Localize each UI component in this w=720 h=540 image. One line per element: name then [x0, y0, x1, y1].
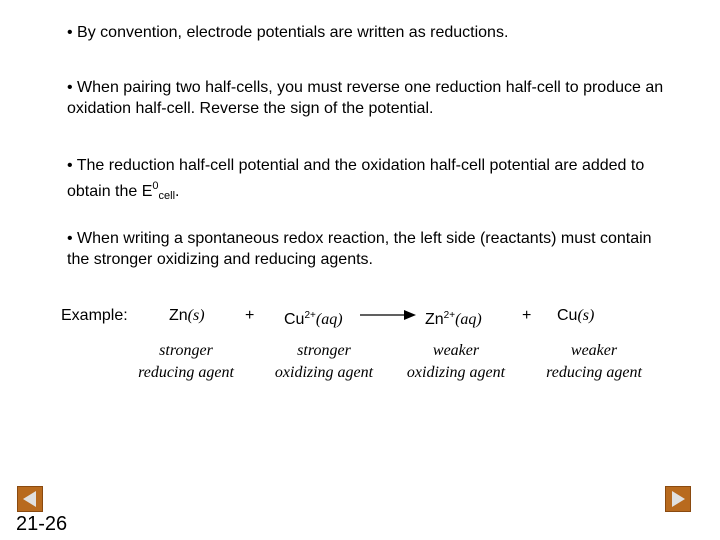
plus-sign-left: +	[245, 307, 255, 324]
bullet-pairing-half-cells: • When pairing two half-cells, you must reverse one reduction half-cell to produce an oxidation half-cell. Reverse the sign of the potential.	[67, 79, 664, 117]
e-zero-superscript: 0	[152, 180, 159, 192]
zn-ion-state: (aq)	[455, 311, 482, 328]
zn-state: (s)	[187, 307, 205, 324]
cu-ion-charge: 2+	[304, 310, 316, 321]
cu-state: (s)	[577, 307, 595, 324]
bullet-adding-potentials-text: • The reduction half-cell potential and the oxidation half-cell potential are added to obtain the E	[67, 157, 645, 200]
triangle-right-icon	[666, 487, 690, 511]
bullet-spontaneous-reaction: • When writing a spontaneous redox reaction, the left side (reactants) must contain the stronger oxidizing and reducing agents.	[67, 230, 652, 268]
zn-symbol: Zn	[169, 307, 188, 324]
label-line: oxidizing agent	[274, 364, 374, 381]
previous-slide-button[interactable]	[17, 486, 43, 512]
label-line: stronger	[297, 342, 351, 359]
slide-number: 21-26	[16, 513, 68, 535]
bullet-adding-potentials-end: .	[175, 183, 180, 200]
cu-ion-reactant	[284, 306, 343, 330]
zn-reactant	[169, 306, 205, 326]
label-line: weaker	[570, 342, 618, 359]
next-slide-button[interactable]	[665, 486, 691, 512]
label-stronger-oxidizing-agent	[254, 340, 394, 384]
label-weaker-oxidizing-agent	[386, 340, 526, 384]
cell-subscript: cell	[158, 190, 176, 202]
label-line: oxidizing agent	[406, 364, 506, 381]
plus-sign-right: +	[522, 307, 532, 324]
label-weaker-reducing-agent	[524, 340, 664, 384]
cu-ion-state: (aq)	[315, 311, 343, 328]
bullet-electrode-convention: • By convention, electrode potentials are written as reductions.	[67, 24, 509, 41]
label-line: weaker	[432, 342, 480, 359]
label-stronger-reducing-agent	[116, 340, 256, 384]
reaction-arrow-icon	[360, 308, 416, 322]
label-line: reducing agent	[546, 364, 642, 381]
zn-ion-charge: 2+	[443, 310, 456, 321]
label-line: stronger	[159, 342, 213, 359]
example-label: Example:	[61, 307, 128, 324]
cu-product	[557, 306, 594, 326]
cu-symbol: Cu	[557, 307, 578, 324]
zn-ion-symbol: Zn	[425, 311, 444, 328]
bullet-adding-potentials	[67, 155, 667, 207]
zn-ion-product	[425, 306, 482, 330]
cu-ion-symbol: Cu	[284, 311, 305, 328]
triangle-left-icon	[18, 487, 42, 511]
label-line: reducing agent	[138, 364, 234, 381]
